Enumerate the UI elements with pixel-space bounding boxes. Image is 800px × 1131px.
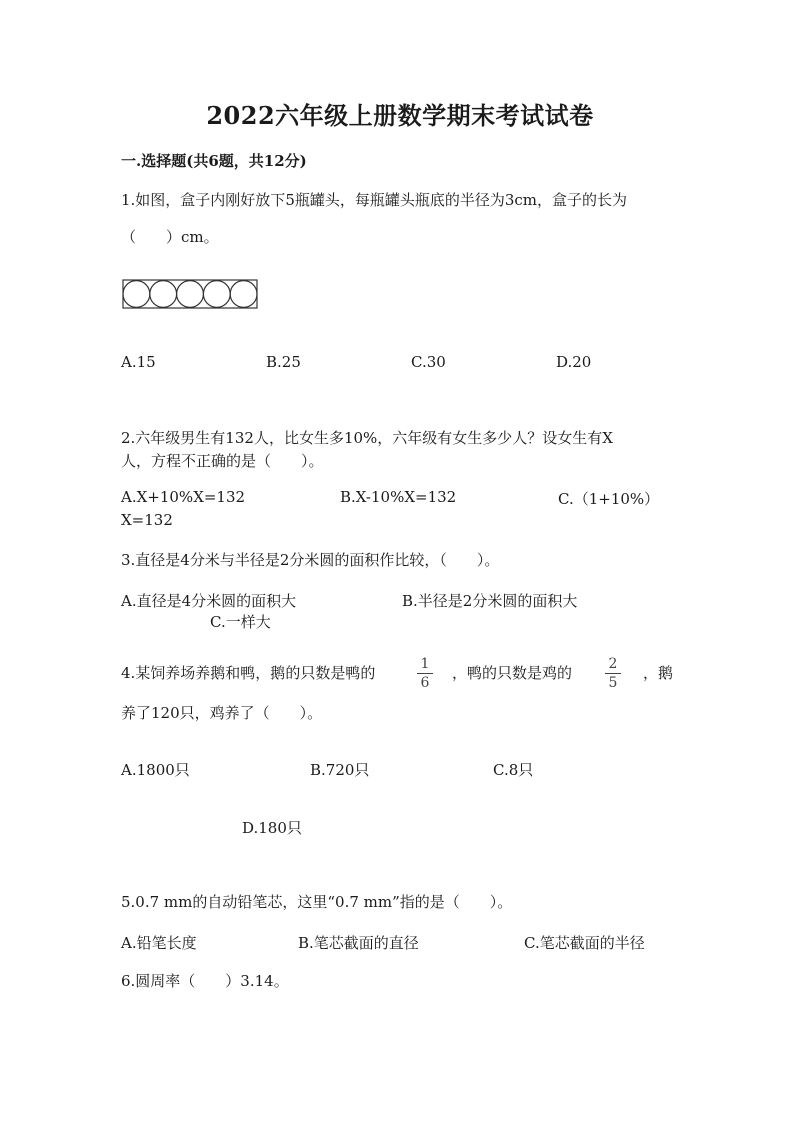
question-1-text-line2: （ ）cm。 [121, 228, 219, 246]
fraction-numerator: 2 [608, 656, 618, 672]
question-5-option-a: A.铅笔长度 [121, 934, 197, 952]
can-circle [203, 281, 230, 308]
question-4-text-part3: ，鹅 [643, 664, 674, 682]
box-outline [123, 280, 257, 308]
question-3-option-c: C.一样大 [210, 613, 271, 631]
question-1-option-b: B.25 [266, 353, 301, 371]
question-4-option-d: D.180只 [242, 819, 302, 837]
can-circle [123, 281, 150, 308]
question-2-option-a: A.X+10%X=132 [121, 488, 246, 506]
fraction-one-sixth [414, 656, 436, 691]
can-circle [230, 281, 257, 308]
question-3-option-a: A.直径是4分米圆的面积大 [121, 592, 297, 610]
question-2-text-line2: 人，方程不正确的是（ ）。 [121, 452, 324, 470]
question-1-option-d: D.20 [556, 353, 592, 371]
section-heading: 一.选择题(共6题，共12分) [121, 152, 307, 170]
question-1-text-line1: 1.如图，盒子内刚好放下5瓶罐头，每瓶罐头瓶底的半径为3cm，盒子的长为 [121, 191, 628, 209]
cans-in-box-figure [122, 279, 258, 309]
fraction-numerator: 1 [420, 656, 430, 672]
question-4-text-part2: ，鸭的只数是鸡的 [452, 664, 573, 682]
fraction-two-fifths [602, 656, 624, 691]
fraction-bar [417, 673, 433, 674]
question-3-text: 3.直径是4分米与半径是2分米圆的面积作比较，（ ）。 [121, 551, 500, 569]
question-6-text: 6.圆周率（ ）3.14。 [121, 972, 289, 990]
question-2-option-c-continued: X=132 [121, 511, 173, 529]
question-4-text-part1: 4.某饲养场养鹅和鸭，鹅的只数是鸭的 [121, 664, 376, 682]
question-5-option-c: C.笔芯截面的半径 [524, 934, 645, 952]
question-1-option-c: C.30 [411, 353, 446, 371]
question-4-option-c: C.8只 [493, 761, 534, 779]
question-5-text: 5.0.7 mm的自动铅笔芯，这里“0.7 mm”指的是（ ）。 [121, 893, 513, 911]
fraction-denominator: 6 [420, 675, 430, 691]
question-4-option-a: A.1800只 [121, 761, 190, 779]
question-4-text-line2: 养了120只，鸡养了（ ）。 [121, 704, 323, 722]
question-3-option-b: B.半径是2分米圆的面积大 [402, 592, 578, 610]
page-title: 2022六年级上册数学期末考试试卷 [206, 101, 594, 130]
question-2-text-line1: 2.六年级男生有132人，比女生多10%，六年级有女生多少人？设女生有X [121, 429, 613, 447]
can-circle [177, 281, 204, 308]
question-2-option-b: B.X-10%X=132 [340, 488, 457, 506]
fraction-denominator: 5 [608, 675, 618, 691]
fraction-bar [605, 673, 621, 674]
can-circle [150, 281, 177, 308]
question-4-option-b: B.720只 [310, 761, 370, 779]
question-1-option-a: A.15 [121, 353, 156, 371]
question-2-option-c: C.（1+10%） [558, 490, 660, 508]
question-5-option-b: B.笔芯截面的直径 [298, 934, 419, 952]
